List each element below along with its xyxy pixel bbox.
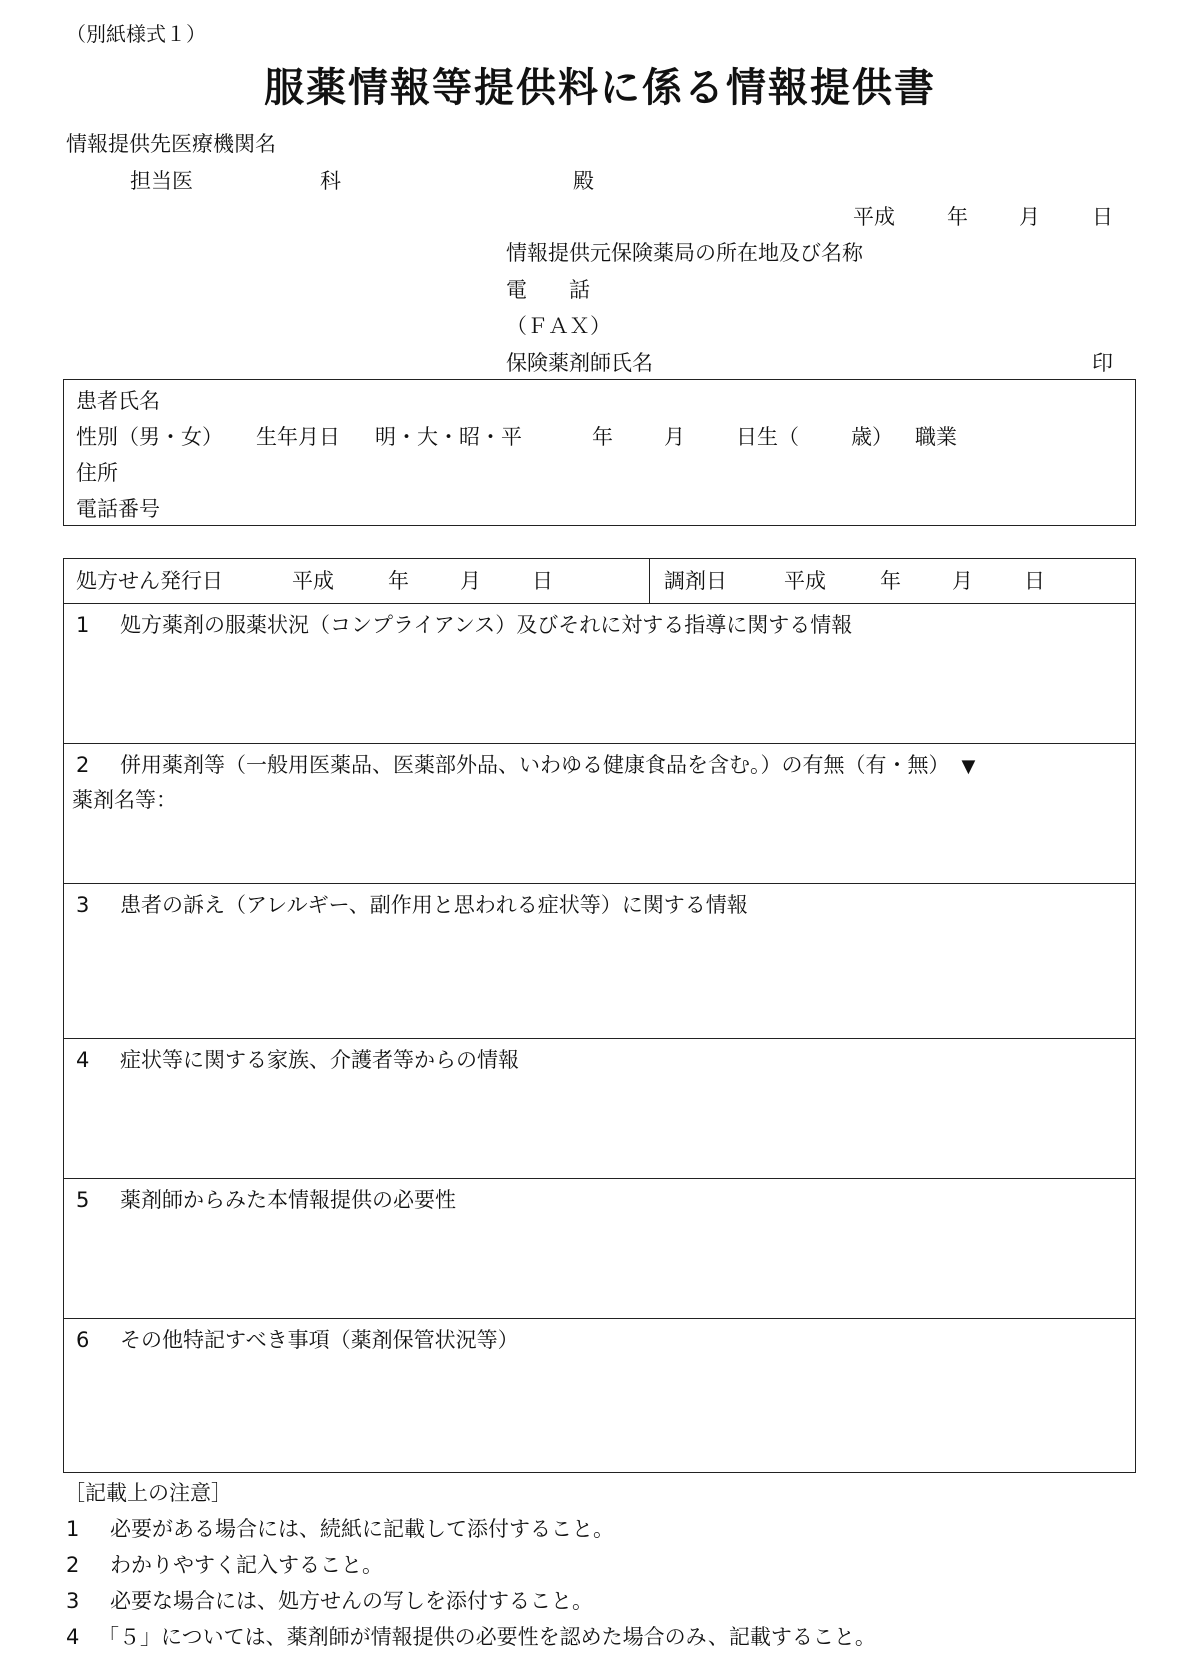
seal-mark: 印	[1092, 351, 1113, 375]
dispensing-year: 年	[880, 569, 901, 593]
section-number: 5	[76, 1188, 90, 1212]
patient-phone-label: 電話番号	[76, 497, 160, 521]
document-title: 服薬情報等提供料に係る情報提供書	[264, 65, 936, 111]
section-text: 薬剤師からみた本情報提供の必要性	[120, 1188, 456, 1212]
section-text: 処方薬剤の服薬状況（コンプライアンス）及びそれに対する指導に関する情報	[120, 613, 853, 637]
pharmacist-name-label: 保険薬剤師氏名	[506, 351, 653, 375]
patient-info-box	[63, 379, 1136, 526]
sender-phone-label: 電 話	[506, 278, 590, 302]
note-item	[66, 1555, 383, 1576]
note-item	[66, 1591, 593, 1612]
section-5-heading	[76, 1190, 456, 1211]
patient-address-label: 住所	[76, 461, 118, 485]
prescription-issue-month: 月	[460, 569, 481, 593]
information-table	[63, 558, 1136, 1473]
row-divider	[64, 1318, 1135, 1319]
drug-names-label: 薬剤名等：	[72, 788, 177, 812]
recipient-institution-label: 情報提供先医療機関名	[66, 132, 276, 156]
section-number: 1	[76, 613, 90, 637]
section-number: 3	[76, 893, 90, 917]
patient-age: 歳）	[851, 425, 893, 449]
note-item	[66, 1519, 614, 1540]
dispensing-era: 平成	[784, 569, 826, 593]
patient-birth-label: 生年月日	[256, 425, 340, 449]
prescription-issue-era: 平成	[292, 569, 334, 593]
row-divider	[64, 603, 1135, 604]
prescription-issue-day: 日	[532, 569, 553, 593]
section-number: 4	[76, 1048, 90, 1072]
note-number: 1	[66, 1517, 80, 1541]
department-label: 科	[320, 169, 341, 193]
honorific-label: 殿	[573, 169, 594, 193]
patient-name-label: 患者氏名	[76, 389, 160, 413]
patient-era-options: 明・大・昭・平	[375, 425, 522, 449]
note-text: 必要がある場合には、続紙に記載して添付すること。	[110, 1517, 614, 1541]
prescription-issue-label: 処方せん発行日	[76, 569, 223, 593]
note-text: 「５」については、薬剤師が情報提供の必要性を認めた場合のみ、記載すること。	[98, 1625, 876, 1649]
section-number: 2	[76, 753, 90, 777]
section-6-heading	[76, 1330, 519, 1351]
note-number: 4	[66, 1625, 80, 1649]
section-2-heading	[76, 755, 975, 776]
patient-occupation-label: 職業	[915, 425, 957, 449]
section-3-heading	[76, 895, 748, 916]
date-era: 平成	[853, 205, 895, 229]
dispensing-date-label: 調剤日	[664, 569, 727, 593]
section-text: 患者の訴え（アレルギー、副作用と思われる症状等）に関する情報	[120, 893, 748, 917]
triangle-down-icon: ▼	[961, 756, 976, 777]
sender-address-label: 情報提供元保険薬局の所在地及び名称	[506, 241, 863, 265]
sender-fax-label: （ＦＡＸ）	[506, 314, 611, 338]
form-number-label: （別紙様式１）	[66, 22, 206, 46]
note-number: 3	[66, 1589, 80, 1613]
patient-birth-day: 日生（	[736, 425, 799, 449]
note-text: 必要な場合には、処方せんの写しを添付すること。	[110, 1589, 593, 1613]
section-4-heading	[76, 1050, 519, 1071]
note-item	[66, 1627, 876, 1648]
dispensing-day: 日	[1024, 569, 1045, 593]
date-year: 年	[947, 205, 968, 229]
row-divider	[64, 1178, 1135, 1179]
patient-sex-label: 性別（男・女）	[76, 425, 223, 449]
row-divider	[64, 883, 1135, 884]
section-number: 6	[76, 1328, 90, 1352]
date-day: 日	[1092, 205, 1113, 229]
section-text: その他特記すべき事項（薬剤保管状況等）	[120, 1328, 519, 1352]
date-month: 月	[1019, 205, 1040, 229]
note-text: わかりやすく記入すること。	[110, 1553, 383, 1577]
row-divider	[64, 1038, 1135, 1039]
note-number: 2	[66, 1553, 80, 1577]
section-1-heading	[76, 615, 852, 636]
section-text: 症状等に関する家族、介護者等からの情報	[120, 1048, 519, 1072]
prescription-issue-year: 年	[388, 569, 409, 593]
header-divider	[649, 559, 650, 603]
patient-birth-month: 月	[664, 425, 685, 449]
section-text: 併用薬剤等（一般用医薬品、医薬部外品、いわゆる健康食品を含む。）の有無（有・無）	[120, 753, 950, 777]
row-divider	[64, 743, 1135, 744]
notes-heading: ［記載上の注意］	[64, 1481, 232, 1505]
attending-doctor-label: 担当医	[130, 169, 193, 193]
patient-birth-year: 年	[592, 425, 613, 449]
dispensing-month: 月	[952, 569, 973, 593]
